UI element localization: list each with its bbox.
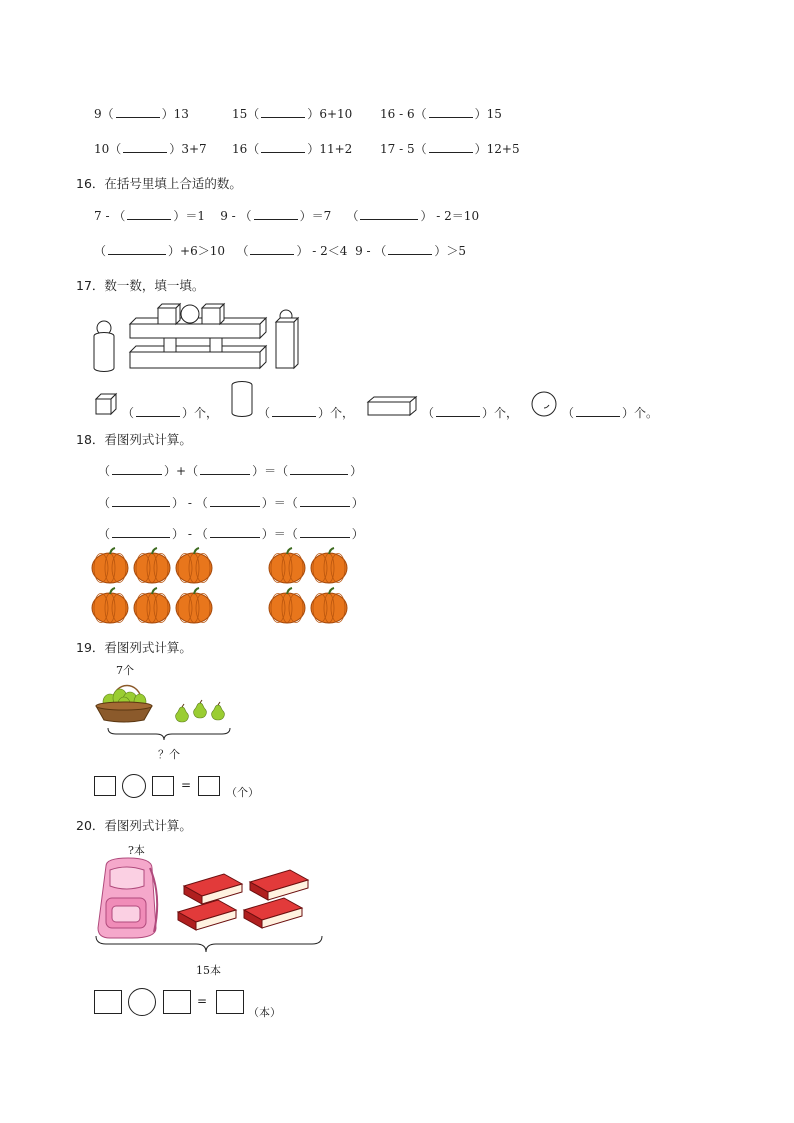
equals-sign: = <box>197 994 208 1008</box>
text: （ <box>422 406 435 420</box>
text: ） <box>350 464 363 478</box>
text: ）＝（ <box>261 496 298 510</box>
pumpkin-icon <box>134 548 170 583</box>
q19-bottom-label: ？个 <box>158 748 180 761</box>
answer-blank[interactable] <box>136 406 180 417</box>
text: 9 - （ <box>355 244 387 258</box>
pumpkin-icon <box>176 588 212 623</box>
operator-circle[interactable] <box>128 988 156 1016</box>
pumpkin-icon <box>92 548 128 583</box>
q17-blank-1 <box>122 404 218 421</box>
answer-blank[interactable] <box>108 244 166 255</box>
q15-item: 15（ ）6+10 <box>232 107 353 121</box>
text: ） - 2＝10 <box>420 209 480 223</box>
answer-blank[interactable] <box>210 496 260 507</box>
right-value: 13 <box>173 107 189 121</box>
q15-item: 16（ ）11+2 <box>232 142 353 156</box>
q16-title: 16．在括号里填上合适的数。 <box>76 176 242 191</box>
pumpkin-icon <box>269 548 305 583</box>
right-value: 11+2 <box>319 142 353 156</box>
pumpkins-figure <box>90 548 360 628</box>
pumpkin-icon <box>311 548 347 583</box>
answer-blank[interactable] <box>290 464 348 475</box>
answer-blank[interactable] <box>123 142 167 153</box>
text: ）＝（ <box>261 527 298 541</box>
pumpkin-icon <box>176 548 212 583</box>
right-value: 3+7 <box>181 142 207 156</box>
answer-box[interactable] <box>94 776 116 796</box>
answer-blank[interactable] <box>200 464 250 475</box>
q20-top-label: ?本 <box>128 844 145 857</box>
answer-blank[interactable] <box>112 464 162 475</box>
left-value: 9 <box>94 107 102 121</box>
text: ）+6＞10 <box>168 244 225 258</box>
text: ）个。 <box>622 406 659 420</box>
q17-blank-2 <box>258 404 354 421</box>
answer-blank[interactable] <box>261 107 305 118</box>
answer-blank[interactable] <box>272 406 316 417</box>
q17-blank-3 <box>422 404 518 421</box>
text: ）+（ <box>164 464 199 478</box>
q20-bottom-label: 15本 <box>196 964 221 977</box>
left-value: 16 <box>232 142 248 156</box>
q18-title: 18．看图列式计算。 <box>76 432 192 447</box>
text: （ <box>562 406 575 420</box>
text: （ <box>94 244 107 258</box>
answer-blank[interactable] <box>254 209 298 220</box>
left-value: 15 <box>232 107 248 121</box>
answer-box[interactable] <box>198 776 220 796</box>
text: （ <box>258 406 271 420</box>
q18-equation-1 <box>98 462 362 479</box>
text: ）个， <box>182 406 219 420</box>
answer-box[interactable] <box>152 776 174 796</box>
text: （ <box>122 406 135 420</box>
answer-blank[interactable] <box>300 496 350 507</box>
text: （ <box>98 464 111 478</box>
text: ） - （ <box>172 527 208 541</box>
answer-blank[interactable] <box>112 496 170 507</box>
text: ）＝1 <box>173 209 205 223</box>
q16-row2 <box>94 242 466 259</box>
q18-equation-3 <box>98 525 364 542</box>
text: ） <box>351 496 364 510</box>
q15-item: 16 - 6（ ）15 <box>380 107 502 121</box>
answer-box[interactable] <box>216 990 244 1014</box>
answer-blank[interactable] <box>127 209 171 220</box>
schoolbag-books-figure <box>92 856 328 960</box>
answer-blank[interactable] <box>429 107 473 118</box>
answer-blank[interactable] <box>576 406 620 417</box>
shapes-shelf-figure <box>90 302 310 376</box>
text: （ <box>346 209 359 223</box>
text: ） <box>351 527 364 541</box>
equals-sign: = <box>181 778 192 792</box>
q16-row1 <box>94 207 479 224</box>
pumpkin-icon <box>269 588 305 623</box>
text: ）个， <box>318 406 355 420</box>
text: ）＝（ <box>252 464 289 478</box>
q15-item: 9（ ）13 <box>94 107 189 121</box>
q18-equation-2 <box>98 494 364 511</box>
answer-blank[interactable] <box>360 209 418 220</box>
q15-item: 17 - 5（ ）12+5 <box>380 142 520 156</box>
answer-box[interactable] <box>94 990 122 1014</box>
right-value: 6+10 <box>319 107 353 121</box>
left-value: 17 - 5 <box>380 142 415 156</box>
text: （ <box>98 496 111 510</box>
q17-blank-4 <box>562 404 658 421</box>
left-value: 16 - 6 <box>380 107 415 121</box>
text: ） - 2＜4 <box>296 244 348 258</box>
text: 7 - （ <box>94 209 126 223</box>
q19-top-label: 7个 <box>116 664 134 677</box>
answer-blank[interactable] <box>210 527 260 538</box>
unit-label: （个） <box>226 786 259 799</box>
answer-blank[interactable] <box>261 142 305 153</box>
answer-blank[interactable] <box>250 244 294 255</box>
q17-title: 17．数一数，填一填。 <box>76 278 205 293</box>
answer-blank[interactable] <box>300 527 350 538</box>
answer-box[interactable] <box>163 990 191 1014</box>
text: ）＝7 <box>299 209 332 223</box>
text: ） - （ <box>172 496 208 510</box>
q15-item: 10（ ）3+7 <box>94 142 207 156</box>
pumpkin-icon <box>134 588 170 623</box>
q19-title: 19．看图列式计算。 <box>76 640 192 655</box>
right-value: 15 <box>486 107 502 121</box>
answer-blank[interactable] <box>388 244 432 255</box>
text: （ <box>98 527 111 541</box>
cube-icon <box>94 392 118 416</box>
answer-blank[interactable] <box>116 107 160 118</box>
pumpkin-icon <box>311 588 347 623</box>
answer-blank[interactable] <box>429 142 473 153</box>
answer-blank[interactable] <box>112 527 170 538</box>
left-value: 10 <box>94 142 110 156</box>
cylinder-icon <box>230 380 254 418</box>
cuboid-icon <box>366 396 418 418</box>
operator-circle[interactable] <box>122 774 146 798</box>
pumpkin-icon <box>92 588 128 623</box>
text: （ <box>236 244 249 258</box>
q20-title: 20．看图列式计算。 <box>76 818 192 833</box>
text: ）个， <box>482 406 519 420</box>
right-value: 12+5 <box>486 142 520 156</box>
pear-basket-figure <box>92 676 238 746</box>
text: 9 - （ <box>220 209 252 223</box>
answer-blank[interactable] <box>436 406 480 417</box>
text: ）＞5 <box>434 244 467 258</box>
unit-label: （本） <box>248 1006 281 1019</box>
sphere-icon <box>530 390 558 418</box>
